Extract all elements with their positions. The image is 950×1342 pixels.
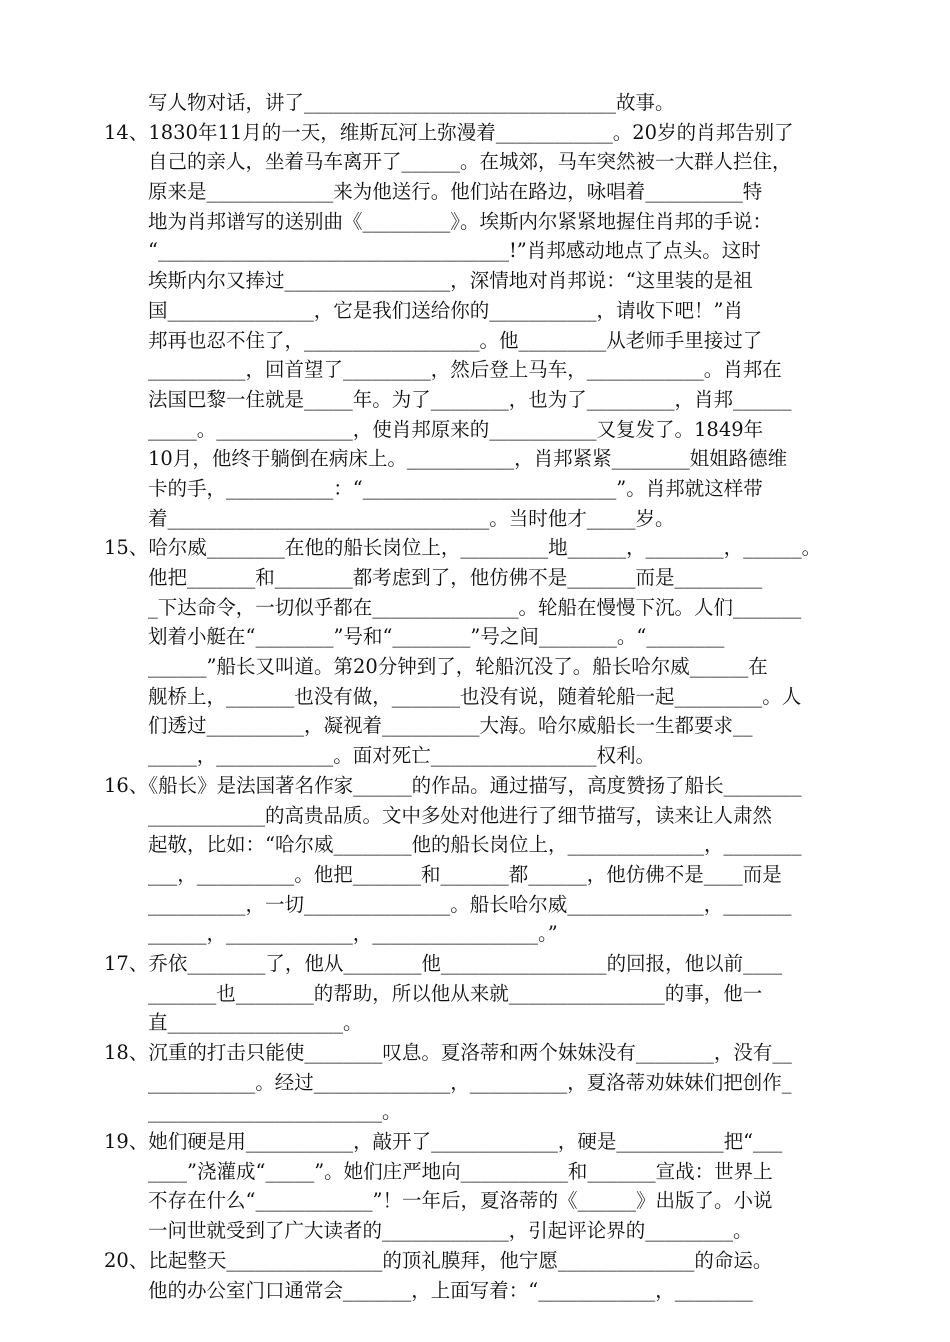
question-text: ______”船长又叫道。第20分钟到了，轮船沉没了。船长哈尔威______在 — [148, 655, 768, 679]
question-continuation-line — [104, 563, 850, 593]
question-continuation-line — [104, 1157, 850, 1187]
question-text: 哈尔威________在他的船长岗位上，_________地______，________，______。 — [148, 536, 822, 560]
question-line — [104, 1038, 850, 1068]
question-text: 着_________________________________。当时他才_____岁。 — [148, 506, 675, 530]
question-text: 沉重的打击只能使________叹息。夏洛蒂和两个妹妹没有________，没有__ — [148, 1041, 792, 1064]
question-text: _下达命令，一切似乎都在_______________。轮船在慢慢下沉。人们_______ — [148, 595, 802, 619]
question-text: 们透过__________，凝视着__________大海。哈尔威船长一生都要求__ — [148, 714, 753, 738]
question-line — [104, 118, 850, 148]
question-text: ___________。经过______________，__________，夏洛蒂劝妹妹们把创作_ — [148, 1070, 792, 1094]
worksheet-page — [104, 88, 850, 1305]
question-line — [104, 1127, 850, 1157]
question-text: 直__________________。 — [148, 1011, 363, 1035]
question-continuation-line — [104, 652, 850, 682]
question-text: _____，____________。面对死亡_________________权利。 — [148, 744, 656, 768]
question-continuation-line — [104, 296, 850, 326]
question-text: ____”浇灌成“_____”。她们庄严地向___________和_______宣战：世界上 — [148, 1159, 773, 1183]
question-text: 自己的亲人，坐着马车离开了______。在城郊，马车突然被一大群人拦住， — [148, 150, 792, 174]
question-text: 《船长》是法国著名作家______的作品。通过描写，高度赞扬了船长________ — [148, 773, 802, 797]
question-continuation-line — [104, 1276, 850, 1306]
question-continuation-line — [104, 504, 850, 534]
question-text: 10月，他终于躺倒在病床上。___________，肖邦紧紧________姐姐路德维 — [148, 447, 788, 471]
question-continuation-line — [104, 1097, 850, 1127]
question-text: 划着小艇在“________”号和“________”号之间________。“________ — [148, 625, 725, 649]
question-text: _____。______________，使肖邦原来的___________又复发了。1849年 — [148, 417, 764, 441]
question-continuation-line — [104, 830, 850, 860]
question-text: 埃斯内尔又捧过_________________，深情地对肖邦说：“这里装的是祖 — [148, 269, 753, 293]
question-text: ____________的高贵品质。文中多处对他进行了细节描写，读来让人肃然 — [148, 803, 773, 827]
question-number: 19、 — [104, 1130, 149, 1154]
question-number: 16、 — [104, 773, 149, 797]
question-continuation-line — [104, 266, 850, 296]
question-text: 他把_______和________都考虑到了，他仿佛不是_______而是_________ — [148, 566, 763, 589]
question-line — [104, 771, 850, 801]
question-continuation-line — [104, 919, 850, 949]
question-continuation-line — [104, 593, 850, 623]
question-continuation-line — [104, 741, 850, 771]
question-text: 邦再也忍不住了，__________________。他_________从老师手里接过了 — [148, 328, 763, 352]
question-number: 18、 — [104, 1041, 149, 1064]
question-text: 卡的手，___________：“__________________________”。肖邦就这样带 — [148, 476, 763, 500]
question-continuation-line — [104, 236, 850, 266]
question-line — [104, 949, 850, 979]
question-continuation-line — [104, 415, 850, 445]
question-continuation-line — [104, 1008, 850, 1038]
question-continuation-line — [104, 622, 850, 652]
question-continuation-line — [104, 1186, 850, 1216]
question-continuation-line — [104, 1216, 850, 1246]
question-text: __________，一切_______________。船长哈尔威______________，_______ — [148, 892, 792, 916]
question-continuation-line — [104, 801, 850, 831]
question-continuation-line — [104, 444, 850, 474]
question-number: 15、 — [104, 536, 149, 560]
question-text: “____________________________________!”肖邦感动地点了点头。这时 — [148, 239, 761, 263]
question-text: 国_______________，它是我们送给你的___________，请收下吧！”肖 — [148, 298, 743, 322]
question-text: 起敬，比如：“哈尔威________他的船长岗位上，______________，________ — [148, 833, 802, 857]
question-text: 她们硬是用___________，敲开了_____________，硬是___________把“___ — [148, 1130, 783, 1154]
question-continuation-line — [104, 88, 850, 118]
question-text: 乔依________了，他从________他_________________的回报，他以前____ — [148, 951, 783, 975]
question-number: 20、 — [104, 1248, 149, 1272]
question-continuation-line — [104, 890, 850, 920]
question-text: ___，__________。他把_______和_______都______，他仿佛不是____而是 — [148, 862, 782, 886]
question-continuation-line — [104, 355, 850, 385]
question-text: 原来是_____________来为他送行。他们站在路边，咏唱着__________特 — [148, 180, 763, 204]
question-text: ______，_____________，_________________。” — [148, 922, 558, 946]
question-text: 他的办公室门口通常会_______，上面写着：“____________，________ — [148, 1278, 753, 1302]
question-text: 写人物对话，讲了________________________________故事。 — [148, 91, 675, 114]
question-continuation-line — [104, 147, 850, 177]
question-text: ________________________。 — [148, 1100, 402, 1124]
question-number: 17、 — [104, 951, 149, 975]
question-continuation-line — [104, 326, 850, 356]
question-line — [104, 533, 850, 563]
question-continuation-line — [104, 207, 850, 237]
question-text: 地为肖邦谱写的送别曲《_________》。埃斯内尔紧紧地握住肖邦的手说： — [148, 209, 773, 233]
question-continuation-line — [104, 979, 850, 1009]
question-continuation-line — [104, 711, 850, 741]
question-continuation-line — [104, 860, 850, 890]
question-text: 法国巴黎一住就是_____年。为了________，也为了_________，肖邦______ — [148, 387, 792, 411]
question-continuation-line — [104, 682, 850, 712]
question-text: __________，回首望了_________，然后登上马车，____________。肖邦在 — [148, 358, 782, 382]
question-continuation-line — [104, 177, 850, 207]
question-line — [104, 1246, 850, 1276]
question-text: 1830年11月的一天，维斯瓦河上弥漫着____________。20岁的肖邦告别了 — [148, 120, 794, 144]
question-text: 不存在什么“____________”！一年后，夏洛蒂的《______》出版了。小说 — [148, 1189, 773, 1213]
question-number: 14、 — [104, 120, 149, 144]
question-text: _______也________的帮助，所以他从来就________________的事，他一 — [148, 981, 763, 1005]
question-continuation-line — [104, 385, 850, 415]
question-text: 一问世就受到了广大读者的_____________，引起评论界的_________。 — [148, 1219, 753, 1243]
question-text: 舰桥上，_______也没有做，_______也没有说，随着轮船一起_________。人 — [148, 684, 802, 708]
question-text: 比起整天________________的顶礼膜拜，他宁愿______________的命运。 — [148, 1248, 773, 1272]
question-continuation-line — [104, 474, 850, 504]
question-continuation-line — [104, 1068, 850, 1098]
